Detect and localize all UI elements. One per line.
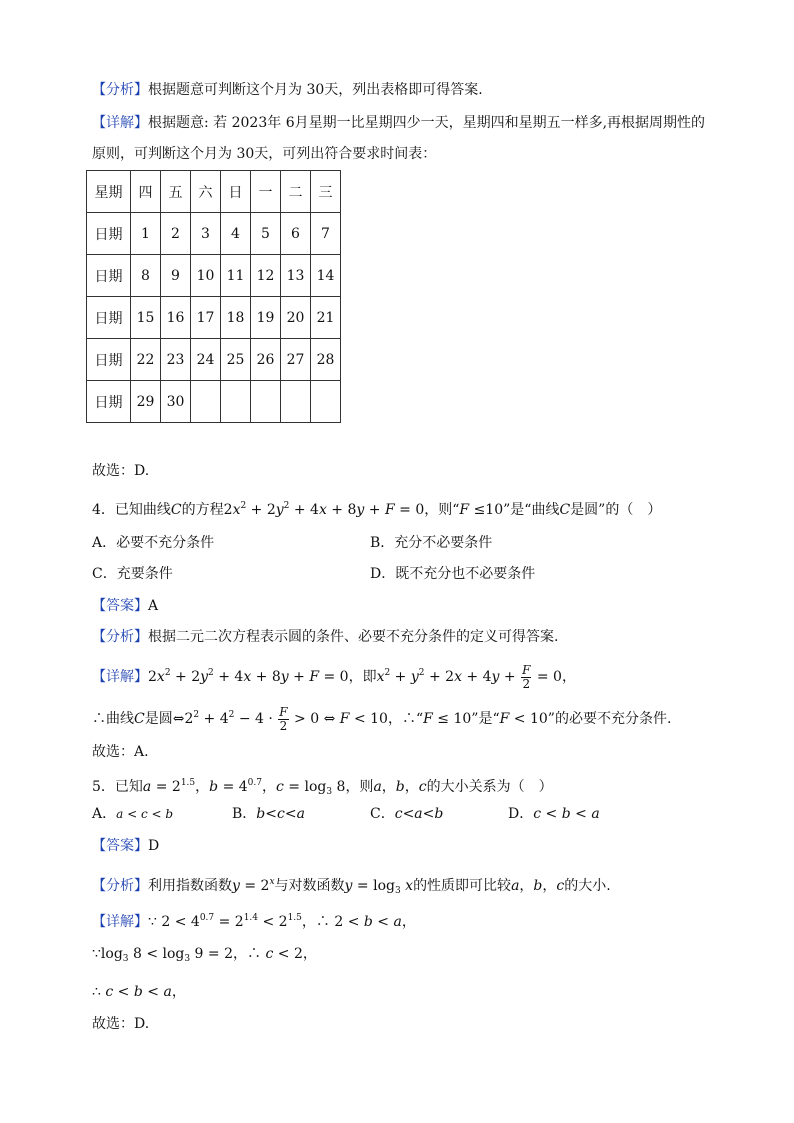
table-cell [251,381,281,423]
analysis-tag: 【分析】 [92,878,148,894]
q5-analysis-line [92,872,611,901]
q4-option-d: D．既不充分也不必要条件 [370,566,536,582]
math-text: c<a<b [394,806,444,822]
analysis-tag: 【分析】 [92,629,148,645]
option-label: D． [508,806,534,822]
table-cell: 18 [221,297,251,339]
table-cell: 22 [131,339,161,381]
math-equation: $x^2 + y^2 + 2x + 4y$ + $\frac{F}{2}$ = 0 [376,662,562,691]
q4-analysis-line [92,627,558,647]
q4-stem-text: ”是“曲线 [503,502,560,518]
math-vars: a，b，c [373,779,427,795]
math-text: ≤10 [469,502,504,518]
answer-value: A [148,598,159,614]
table-cell: 11 [221,255,251,297]
detail-text: ，即 [348,669,377,685]
table-cell: 5 [251,213,281,255]
table-cell: 28 [311,339,341,381]
q4-answer-line [92,596,158,616]
table-cell: 日期 [87,255,131,297]
q5-choice-line: 故选：D. [92,1016,150,1032]
math-var: C [559,502,571,518]
calendar-table [86,170,341,423]
math-text: b<c<a [256,806,305,822]
table-cell: 25 [221,339,251,381]
analysis-tag: 【分析】 [92,82,148,98]
table-cell: 26 [251,339,281,381]
math-var: C [134,711,145,727]
q5-detail-line-1 [92,908,416,932]
table-row [87,255,341,297]
detail-tag: 【详解】 [92,115,148,131]
answer-tag: 【答案】 [92,838,148,854]
q5-stem [92,773,553,802]
q4-stem-text: 的方程 [181,502,224,518]
table-header-row [87,171,341,213]
q4-stem [92,496,661,520]
detail-text: ， [561,669,576,685]
analysis-text: 的大小. [564,878,611,894]
q4-detail-line-1 [92,660,576,691]
option-label: B． [232,806,257,822]
detail-text: ，∴“ [387,711,424,727]
table-cell: 30 [161,381,191,423]
math-var: F [459,502,470,518]
math-var: F [423,711,433,727]
detail-text-1: 根据题意: 若 2023年 6月星期一比星期四少一天，星期四和星期五一样多,再根据周期性的 [148,115,706,131]
table-cell: 24 [191,339,221,381]
q5-answer-line [92,836,159,856]
table-cell: 四 [131,171,161,213]
q4-option-b: B．充分不必要条件 [370,535,493,551]
table-cell: 2 [161,213,191,255]
detail-line-2: 原则，可判断这个月为 30天，可列出符合要求时间表： [92,146,437,162]
table-cell: 29 [131,381,161,423]
detail-tag: 【详解】 [92,669,148,685]
math-equation: $a = 2^{1.5}$，$b = 4^{0.7}$，$c = \log_3 8$ [142,778,346,797]
table-cell: 星期 [87,171,131,213]
math-equation: $2^2 + 4^2 - 4$ · $\frac{F}{2}$ > 0 ⇔ F < 10 [184,704,388,733]
q4-option-c: C．充要条件 [92,566,173,582]
table-cell: 27 [281,339,311,381]
table-cell: 日期 [87,339,131,381]
math-equation: $\because\log_3$ $8 < \log_3 9 = 2$，∴ c < 2， [92,946,317,964]
math-text: ≤ 10 [432,711,472,727]
table-cell: 21 [311,297,341,339]
table-cell: 19 [251,297,281,339]
math-text: a < c < b [116,807,174,821]
q5-detail-line-2 [92,944,317,969]
table-cell: 二 [281,171,311,213]
math-equation: ∵ $2 < 4^{0.7} = 2^{1.4} < 2^{1.5}$，∴ 2 < b < a， [148,913,416,930]
table-row [87,297,341,339]
analysis-text: 的性质即可比较 [413,878,512,894]
table-row [87,381,341,423]
table-cell: 15 [131,297,161,339]
table-cell: 12 [251,255,281,297]
table-cell: 1 [131,213,161,255]
table-cell [281,381,311,423]
q5-stem-text: ，则 [345,779,374,795]
detail-line-1 [92,113,705,133]
table-row [87,213,341,255]
choice-line: 故选：D. [92,463,150,479]
math-var: F [499,711,510,727]
detail-text: ”的必要不充分条件. [547,711,672,727]
analysis-text: 与对数函数 [274,878,345,894]
q5-stem-text: 的大小关系为（ ） [426,779,553,795]
table-cell [221,381,251,423]
q5-option-b [232,804,305,824]
analysis-text: 根据题意可判断这个月为 30天，列出表格即可得答案. [148,82,483,98]
analysis-text: 利用指数函数 [148,878,232,894]
table-cell: 3 [191,213,221,255]
q5-option-d [508,804,600,824]
q5-option-c [370,804,443,824]
q5-detail-line-3 [92,982,186,1002]
q4-stem-text: ，则“ [424,502,460,518]
table-cell: 16 [161,297,191,339]
table-cell: 五 [161,171,191,213]
q4-stem-text: 4．已知曲线 [92,502,171,518]
option-label: A． [92,806,117,822]
table-cell: 日期 [87,213,131,255]
q5-option-a [92,804,173,824]
answer-value: D [148,838,160,854]
table-cell: 13 [281,255,311,297]
math-equation: ∴ c < b < a， [92,984,186,1000]
math-text: $y = \log_3 x$ [344,878,414,896]
q4-detail-line-2 [92,702,671,733]
detail-text: ”是“ [471,711,500,727]
q4-choice-line: 故选：A. [92,744,149,760]
math-equation: $2x^2 + 2y^2 + 4x + 8y + F = 0$ [223,501,425,518]
detail-tag: 【详解】 [92,914,148,930]
table-cell: 三 [311,171,341,213]
table-cell: 日 [221,171,251,213]
math-text: < 10 [509,711,548,727]
table-cell: 9 [161,255,191,297]
table-cell: 4 [221,213,251,255]
answer-tag: 【答案】 [92,598,148,614]
math-var: C [170,502,182,518]
math-text: $y = 2^x$ [232,877,275,894]
math-text: c < b < a [533,806,600,822]
table-cell: 10 [191,255,221,297]
table-cell: 8 [131,255,161,297]
table-cell: 7 [311,213,341,255]
table-cell: 一 [251,171,281,213]
q4-option-a: A．必要不充分条件 [92,535,215,551]
q4-stem-text: 是圆”的（ ） [570,502,662,518]
q5-stem-text: 5．已知 [92,779,143,795]
detail-text: ∴曲线 [92,711,134,727]
option-label: C． [370,806,395,822]
table-cell: 20 [281,297,311,339]
table-cell: 17 [191,297,221,339]
table-cell: 日期 [87,297,131,339]
detail-text: 是圆⇔ [144,711,185,727]
table-row [87,339,341,381]
table-cell [191,381,221,423]
analysis-line [92,80,483,100]
math-equation: $2x^2 + 2y^2 + 4x + 8y + F = 0$ [148,668,349,685]
table-cell: 23 [161,339,191,381]
math-vars: a，b，c [511,878,565,894]
table-cell [311,381,341,423]
table-cell: 六 [191,171,221,213]
analysis-text: 根据二元二次方程表示圆的条件、必要不充分条件的定义可得答案. [148,629,559,645]
table-cell: 6 [281,213,311,255]
table-cell: 日期 [87,381,131,423]
table-cell: 14 [311,255,341,297]
